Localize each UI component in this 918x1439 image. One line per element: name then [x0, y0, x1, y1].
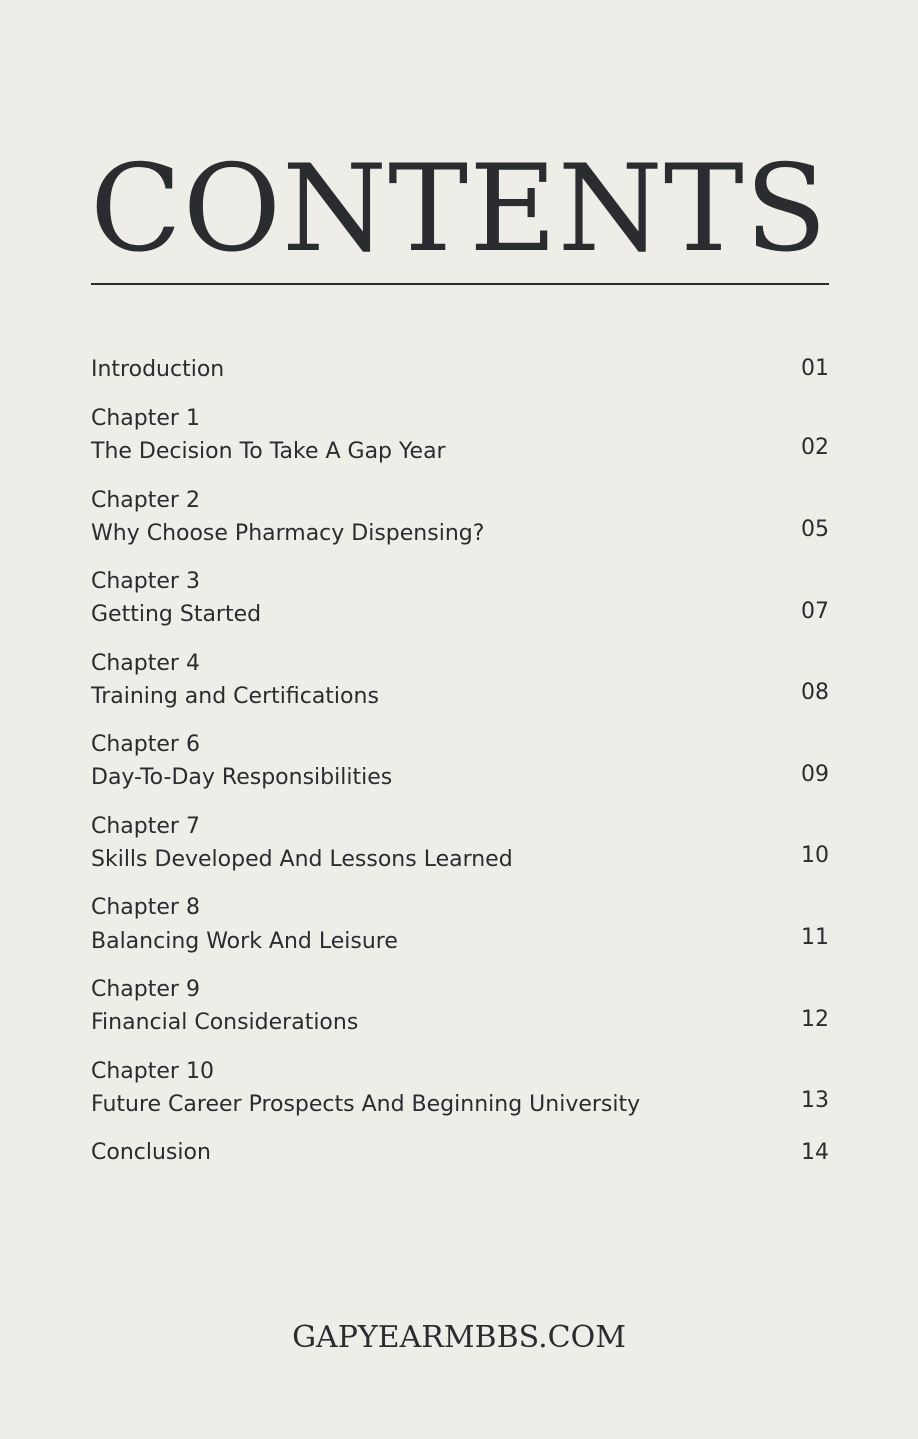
- toc-entry-introduction[interactable]: [91, 355, 829, 387]
- toc-page-number: 08: [801, 680, 829, 705]
- page-title: CONTENTS: [89, 140, 829, 279]
- website-footer: GAPYEARMBBS.COM: [292, 1320, 626, 1355]
- toc-entry-title: Day-To-Day Responsibilities: [91, 765, 393, 790]
- toc-entry-title: Getting Started: [91, 602, 262, 627]
- toc-entry-chapter-7[interactable]: [91, 812, 829, 878]
- toc-entry-title: Training and Certifications: [91, 684, 379, 709]
- toc-entry-chapter-8[interactable]: [91, 893, 829, 959]
- toc-entry-title: Conclusion: [91, 1140, 211, 1165]
- toc-chapter-label: Chapter 2: [91, 488, 200, 513]
- toc-entry-chapter-6[interactable]: [91, 730, 829, 796]
- toc-page-number: 09: [801, 762, 829, 787]
- toc-page-number: 13: [801, 1088, 829, 1113]
- toc-entry-chapter-4[interactable]: [91, 649, 829, 715]
- toc-page-number: 07: [801, 599, 829, 624]
- toc-entry-conclusion[interactable]: [91, 1138, 829, 1170]
- toc-entry-title: The Decision To Take A Gap Year: [91, 439, 446, 464]
- toc-entry-title: Skills Developed And Lessons Learned: [91, 847, 513, 872]
- toc-entry-chapter-2[interactable]: [91, 486, 829, 552]
- toc-entry-title: Introduction: [91, 357, 225, 382]
- toc-page-number: 11: [801, 925, 829, 950]
- title-divider: [91, 283, 829, 285]
- toc-page-number: 02: [801, 435, 829, 460]
- toc-entry-title: Why Choose Pharmacy Dispensing?: [91, 521, 485, 546]
- toc-entry-chapter-1[interactable]: [91, 404, 829, 470]
- toc-chapter-label: Chapter 9: [91, 977, 200, 1002]
- toc-chapter-label: Chapter 8: [91, 895, 200, 920]
- toc-chapter-label: Chapter 3: [91, 569, 200, 594]
- toc-chapter-label: Chapter 10: [91, 1059, 214, 1084]
- toc-page-number: 12: [801, 1007, 829, 1032]
- toc-entry-title: Future Career Prospects And Beginning University: [91, 1092, 641, 1117]
- toc-entry-title: Balancing Work And Leisure: [91, 929, 398, 954]
- toc-chapter-label: Chapter 1: [91, 406, 200, 431]
- toc-page-number: 14: [801, 1140, 829, 1165]
- toc-page-number: 05: [801, 517, 829, 542]
- toc-chapter-label: Chapter 4: [91, 651, 200, 676]
- toc-entry-chapter-10[interactable]: [91, 1057, 829, 1123]
- toc-entry-chapter-9[interactable]: [91, 975, 829, 1041]
- toc-chapter-label: Chapter 7: [91, 814, 200, 839]
- toc-entry-chapter-3[interactable]: [91, 567, 829, 633]
- toc-chapter-label: Chapter 6: [91, 732, 200, 757]
- toc-page-number: 01: [801, 356, 829, 381]
- toc-entry-title: Financial Considerations: [91, 1010, 359, 1035]
- toc-page-number: 10: [801, 843, 829, 868]
